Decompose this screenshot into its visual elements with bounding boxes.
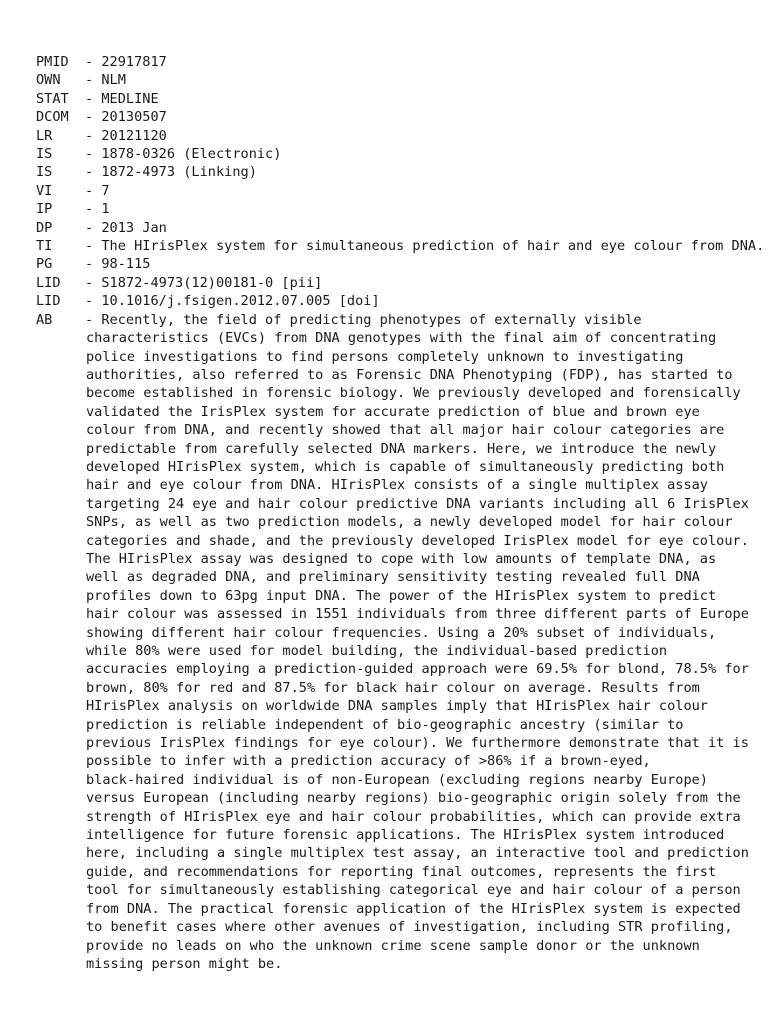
field-separator: - bbox=[85, 72, 102, 89]
field-separator: - bbox=[85, 311, 102, 328]
abstract-text-line: hair and eye colour from DNA. HIrisPlex consists of a single multiplex assay bbox=[86, 477, 708, 494]
field-tag: IS bbox=[36, 164, 69, 181]
field-line bbox=[36, 108, 768, 126]
field-line bbox=[36, 237, 768, 255]
abstract-text-line: to benefit cases where other avenues of investigation, including STR profiling, bbox=[86, 919, 733, 936]
abstract-text-line: well as degraded DNA, and preliminary sensitivity testing revealed full DNA bbox=[86, 569, 700, 586]
abstract-text-line: prediction is reliable independent of bio-geographic ancestry (similar to bbox=[86, 716, 684, 733]
field-tag: LID bbox=[36, 293, 69, 310]
field-tag: VI bbox=[36, 182, 69, 199]
field-value: 98-115 bbox=[101, 256, 151, 273]
field-line bbox=[36, 219, 768, 237]
field-separator: - bbox=[85, 109, 102, 126]
field-value: MEDLINE bbox=[101, 90, 159, 107]
abstract-text-line: brown, 80% for red and 87.5% for black hair colour on average. Results from bbox=[86, 679, 700, 696]
abstract-text-line: possible to infer with a prediction accuracy of >86% if a brown-eyed, bbox=[86, 753, 651, 770]
field-tag: IP bbox=[36, 201, 69, 218]
abstract-text-line: authorities, also referred to as Forensic DNA Phenotyping (FDP), has started to bbox=[86, 366, 733, 383]
abstract-text-line: accuracies employing a prediction-guided approach were 69.5% for blond, 78.5% for bbox=[86, 661, 749, 678]
field-line bbox=[36, 71, 768, 89]
field-line bbox=[36, 90, 768, 108]
field-value: S1872-4973(12)00181-0 [pii] bbox=[101, 274, 323, 291]
abstract-text-line: strength of HIrisPlex eye and hair colour probabilities, which can provide extra bbox=[86, 808, 741, 825]
abstract-text-line: colour from DNA, and recently showed that all major hair colour categories are bbox=[86, 422, 725, 439]
field-value: 1 bbox=[101, 201, 110, 218]
field-line bbox=[36, 145, 768, 163]
field-separator: - bbox=[85, 90, 102, 107]
abstract-text-line: developed HIrisPlex system, which is capable of simultaneously predicting both bbox=[86, 458, 725, 475]
abstract-text-line: from DNA. The practical forensic application of the HIrisPlex system is expected bbox=[86, 900, 741, 917]
field-tag: STAT bbox=[36, 90, 69, 107]
field-separator: - bbox=[85, 127, 102, 144]
field-tag: LID bbox=[36, 274, 69, 291]
abstract-text-line: guide, and recommendations for reporting final outcomes, represents the first bbox=[86, 863, 717, 880]
abstract-continuation bbox=[36, 329, 768, 973]
abstract-text-line: HIrisPlex analysis on worldwide DNA samples imply that HIrisPlex hair colour bbox=[86, 698, 708, 715]
field-separator: - bbox=[85, 274, 102, 291]
field-tag: LR bbox=[36, 127, 69, 144]
field-value: The HIrisPlex system for simultaneous prediction of hair and eye colour from DNA. bbox=[101, 238, 765, 255]
field-tag: TI bbox=[36, 238, 69, 255]
record-fields bbox=[36, 53, 768, 311]
abstract-text-line: tool for simultaneously establishing categorical eye and hair colour of a person bbox=[86, 882, 741, 899]
field-line bbox=[36, 163, 768, 181]
field-value: 22917817 bbox=[101, 54, 167, 70]
field-value: NLM bbox=[101, 72, 126, 89]
abstract-text-line: profiles down to 63pg input DNA. The power of the HIrisPlex system to predict bbox=[86, 587, 717, 604]
field-separator: - bbox=[85, 293, 102, 310]
abstract-text-line: The HIrisPlex assay was designed to cope with low amounts of template DNA, as bbox=[86, 550, 717, 567]
abstract-text-line: targeting 24 eye and hair colour predictive DNA variants including all 6 IrisPlex bbox=[86, 495, 749, 512]
field-tag: PMID bbox=[36, 54, 69, 70]
abstract-text-line: Recently, the field of predicting phenotypes of externally visible bbox=[101, 311, 642, 328]
field-value: 20121120 bbox=[101, 127, 167, 144]
abstract-text-line: become established in forensic biology. We previously developed and forensically bbox=[86, 385, 741, 402]
abstract-text-line: police investigations to find persons completely unknown to investigating bbox=[86, 348, 684, 365]
field-tag: AB bbox=[36, 311, 69, 328]
abstract-field bbox=[36, 311, 768, 974]
abstract-text-line: validated the IrisPlex system for accurate prediction of blue and brown eye bbox=[86, 403, 700, 420]
abstract-text-line: showing different hair colour frequencies. Using a 20% subset of individuals, bbox=[86, 624, 717, 641]
medline-record bbox=[36, 53, 768, 973]
field-line bbox=[36, 182, 768, 200]
field-separator: - bbox=[85, 256, 102, 273]
field-line bbox=[36, 292, 768, 310]
field-tag: DP bbox=[36, 219, 69, 236]
field-separator: - bbox=[85, 219, 102, 236]
field-tag: OWN bbox=[36, 72, 69, 89]
field-separator: - bbox=[85, 164, 102, 181]
abstract-text-line: black-haired individual is of non-European (excluding regions nearby Europe) bbox=[86, 771, 708, 788]
field-line bbox=[36, 255, 768, 273]
field-line bbox=[36, 200, 768, 218]
abstract-text-line: versus European (including nearby regions) bio-geographic origin solely from the bbox=[86, 790, 741, 807]
abstract-text-line: previous IrisPlex findings for eye colour). We furthermore demonstrate that it is bbox=[86, 735, 749, 752]
abstract-text-line: predictable from carefully selected DNA markers. Here, we introduce the newly bbox=[86, 440, 717, 457]
field-tag: IS bbox=[36, 146, 69, 163]
field-value: 20130507 bbox=[101, 109, 167, 126]
field-separator: - bbox=[85, 238, 102, 255]
abstract-text-line: here, including a single multiplex test assay, an interactive tool and prediction bbox=[86, 845, 749, 862]
field-tag: PG bbox=[36, 256, 69, 273]
abstract-text-line: SNPs, as well as two prediction models, a newly developed model for hair colour bbox=[86, 514, 733, 531]
field-separator: - bbox=[85, 54, 102, 70]
field-separator: - bbox=[85, 182, 102, 199]
field-value: 7 bbox=[101, 182, 110, 199]
abstract-first-line bbox=[36, 311, 768, 329]
field-value: 1872-4973 (Linking) bbox=[101, 164, 257, 181]
field-value: 10.1016/j.fsigen.2012.07.005 [doi] bbox=[101, 293, 380, 310]
abstract-text-line: categories and shade, and the previously developed IrisPlex model for eye colour. bbox=[86, 532, 749, 549]
abstract-text-line: hair colour was assessed in 1551 individuals from three different parts of Europe bbox=[86, 606, 749, 623]
field-value: 2013 Jan bbox=[101, 219, 167, 236]
field-line bbox=[36, 274, 768, 292]
field-value: 1878-0326 (Electronic) bbox=[101, 146, 282, 163]
field-tag: DCOM bbox=[36, 109, 69, 126]
field-line bbox=[36, 127, 768, 145]
abstract-text-line: provide no leads on who the unknown crime scene sample donor or the unknown bbox=[86, 937, 700, 954]
field-separator: - bbox=[85, 201, 102, 218]
abstract-text-line: intelligence for future forensic applications. The HIrisPlex system introduced bbox=[86, 827, 725, 844]
abstract-text-line: characteristics (EVCs) from DNA genotypes with the final aim of concentrating bbox=[86, 330, 717, 347]
field-line bbox=[36, 53, 768, 71]
abstract-text-line: while 80% were used for model building, the individual-based prediction bbox=[86, 643, 668, 659]
field-separator: - bbox=[85, 146, 102, 163]
abstract-text-line: missing person might be. bbox=[86, 955, 283, 972]
